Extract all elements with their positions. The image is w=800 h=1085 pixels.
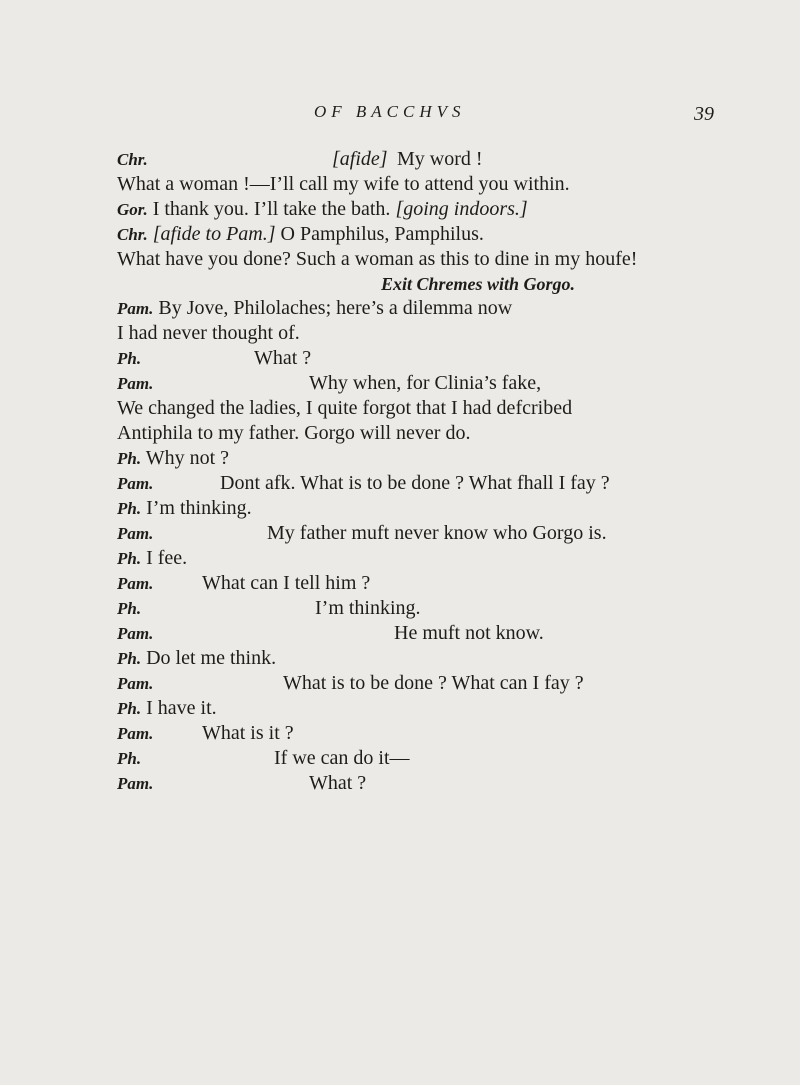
speaker-label: Pam. [117, 624, 154, 643]
stage-direction: [going indoors.] [395, 198, 528, 220]
speaker-label: Ph. [117, 599, 142, 618]
stage-direction: [afide] [332, 148, 388, 170]
speaker-label: Pam. [117, 474, 154, 493]
line-text: My father muft never know who Gorgo is. [267, 522, 607, 544]
speaker-label: Ph. [117, 749, 142, 768]
speaker-label: Pam. [117, 724, 154, 743]
speaker-label: Ph. [117, 649, 142, 668]
speaker-label: Pam. [117, 774, 154, 793]
speaker-label: Gor. [117, 200, 148, 219]
speaker-label: Chr. [117, 150, 148, 169]
line-text: I’m thinking. [141, 497, 252, 519]
dialogue-line [117, 419, 470, 447]
speaker-label: Pam. [117, 299, 154, 318]
speaker-label: Ph. [117, 499, 142, 518]
line-text: If we can do it— [274, 747, 410, 769]
running-title: OF BACCHVS [314, 102, 466, 121]
line-text: I had never thought of. [117, 322, 300, 344]
line-text: What ? [309, 772, 367, 794]
stage-direction: [afide to Pam.] [152, 223, 276, 245]
page-number: 39 [694, 103, 714, 125]
line-text: Do let me think. [141, 647, 277, 669]
dialogue-line [117, 170, 570, 198]
line-text: My word ! [397, 148, 483, 170]
line-text: What a woman !—I’ll call my wife to attend you within. [117, 173, 570, 195]
line-text: What have you done? Such a woman as this to dine in my houfe! [117, 248, 638, 270]
dialogue-line [117, 245, 637, 273]
speaker-label: Pam. [117, 674, 154, 693]
stage-direction: Exit Chremes with Gorgo. [381, 274, 576, 294]
speaker-label: Pam. [117, 374, 154, 393]
line-text: What ? [254, 347, 312, 369]
line-text: What is it ? [202, 722, 294, 744]
line-text: I have it. [141, 697, 217, 719]
line-text: What can I tell him ? [202, 572, 371, 594]
line-text: We changed the ladies, I quite forgot that I had defcribed [117, 397, 573, 419]
line-text: Antiphila to my father. Gorgo will never do. [117, 422, 471, 444]
dialogue-line [117, 394, 572, 422]
speaker-label: Ph. [117, 549, 142, 568]
line-text: Why not ? [141, 447, 230, 469]
dialogue-line [117, 769, 367, 798]
speaker-label: Ph. [117, 449, 142, 468]
line-text: Why when, for Clinia’s fake, [309, 372, 542, 394]
line-text: I’m thinking. [315, 597, 421, 619]
line-text: I fee. [141, 547, 188, 569]
dialogue-line [117, 319, 300, 347]
speaker-label: Pam. [117, 524, 154, 543]
line-text: What is to be done ? What can I fay ? [283, 672, 584, 694]
line-text: By Jove, Philolaches; here’s a dilemma now [153, 297, 513, 319]
line-text: O Pamphilus, Pamphilus. [275, 223, 484, 245]
running-head [0, 100, 800, 130]
speaker-label: Pam. [117, 574, 154, 593]
speaker-label: Chr. [117, 225, 148, 244]
line-text: I thank you. I’ll take the bath. [147, 198, 396, 220]
speaker-label: Ph. [117, 699, 142, 718]
speaker-label: Ph. [117, 349, 142, 368]
line-text: He muft not know. [394, 622, 544, 644]
line-text: Dont afk. What is to be done ? What fhall I fay ? [220, 472, 610, 494]
